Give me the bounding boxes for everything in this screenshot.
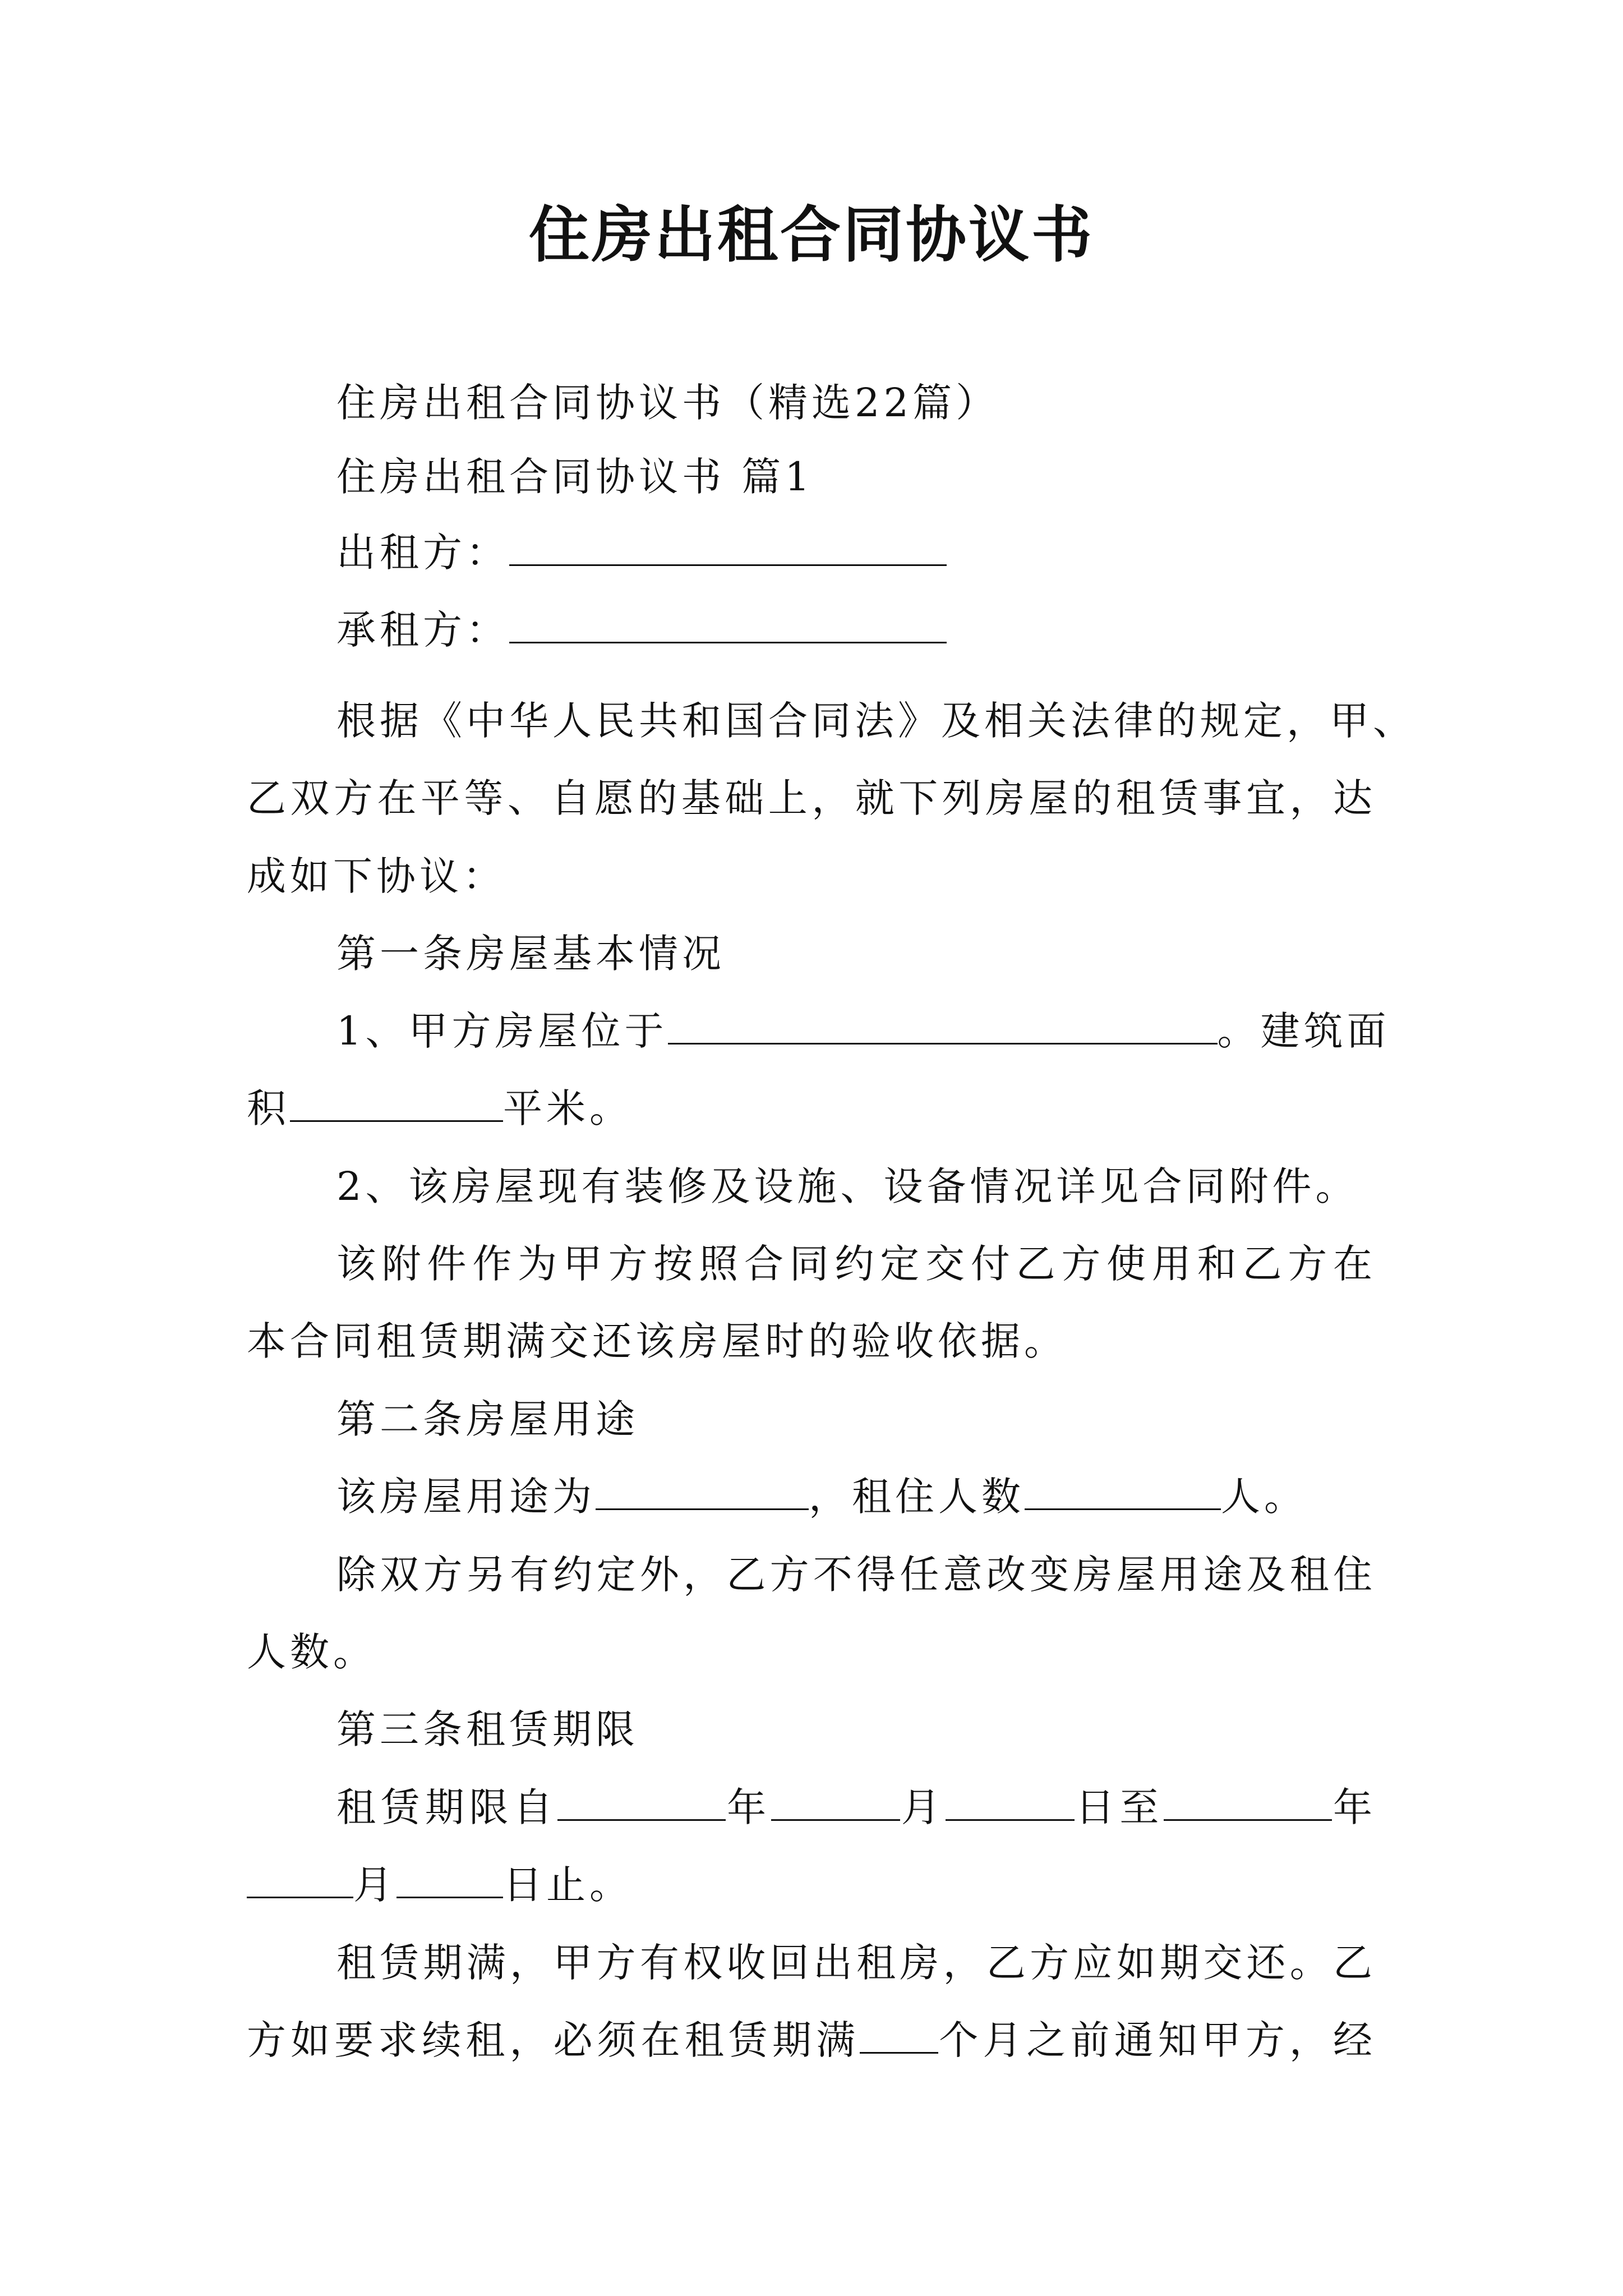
article3-term-cont xyxy=(247,1857,1376,1913)
start-month-label: 月 xyxy=(900,1784,946,1830)
expiry-line2-prefix: 方如要求续租，必须在租赁期满 xyxy=(247,2017,860,2063)
start-year-label: 年 xyxy=(726,1784,771,1830)
annex-line-2: 本合同租赁期满交还该房屋时的验收依据。 xyxy=(247,1318,1067,1364)
expiry-line2-suffix: 个月之前通知甲方，经 xyxy=(938,2017,1377,2063)
start-year-blank xyxy=(557,1786,726,1821)
article1-item2: 2、该房屋现有装修及设施、设备情况详见合同附件。 xyxy=(336,1163,1359,1209)
preamble-line-1: 根据《中华人民共和国合同法》及相关法律的规定，甲、 xyxy=(336,698,1416,744)
use-middle: ，租住人数 xyxy=(809,1474,1025,1520)
lessor-line xyxy=(247,524,1376,581)
restriction-line-1: 除双方另有约定外，乙方不得任意改变房屋用途及租住 xyxy=(336,1552,1376,1598)
term-prefix: 租赁期限自 xyxy=(336,1784,558,1830)
restriction-line-2: 人数。 xyxy=(247,1629,376,1675)
lessor-blank xyxy=(509,531,947,566)
article3-term xyxy=(247,1779,1376,1835)
lessor-label: 出租方： xyxy=(336,530,509,576)
item1-cont-prefix: 积 xyxy=(247,1085,290,1131)
use-suffix: 人。 xyxy=(1221,1474,1307,1520)
area-blank xyxy=(290,1087,503,1122)
day-to-label: 日至 xyxy=(1074,1784,1164,1830)
use-blank xyxy=(596,1475,809,1510)
end-month-label: 月 xyxy=(353,1862,396,1908)
preamble-line-3: 成如下协议： xyxy=(247,853,506,899)
collection-title: 住房出租合同协议书（精选22篇） xyxy=(336,380,999,426)
expiry-line-2 xyxy=(247,2012,1376,2068)
lessee-label: 承租方： xyxy=(336,607,509,653)
article2-use xyxy=(247,1469,1376,1525)
end-month-blank xyxy=(247,1863,353,1898)
expiry-line-1: 租赁期满，甲方有权收回出租房，乙方应如期交还。乙 xyxy=(336,1940,1376,1986)
article3-heading: 第三条租赁期限 xyxy=(336,1706,639,1752)
lessee-line xyxy=(247,602,1376,658)
end-year-label: 年 xyxy=(1332,1784,1377,1830)
notice-months-blank xyxy=(860,2018,938,2054)
end-year-blank xyxy=(1164,1786,1332,1821)
item1-prefix: 1、甲方房屋位于 xyxy=(336,1008,668,1054)
page-title: 住房出租合同协议书 xyxy=(528,200,1094,270)
use-prefix: 该房屋用途为 xyxy=(336,1474,596,1520)
occupants-blank xyxy=(1025,1475,1221,1510)
item1-suffix: 。建筑面 xyxy=(1217,1008,1390,1054)
article1-item1-cont xyxy=(247,1080,1376,1137)
section-heading: 住房出租合同协议书 篇1 xyxy=(336,454,814,500)
start-day-blank xyxy=(946,1786,1075,1821)
article1-heading: 第一条房屋基本情况 xyxy=(336,931,725,977)
annex-line-1: 该附件作为甲方按照合同约定交付乙方使用和乙方在 xyxy=(336,1241,1376,1287)
article1-item1 xyxy=(247,1003,1390,1059)
lessee-blank xyxy=(509,608,947,643)
day-end-label: 日止。 xyxy=(503,1862,633,1908)
preamble-line-2: 乙双方在平等、自愿的基础上，就下列房屋的租赁事宜，达 xyxy=(247,775,1376,821)
end-day-blank xyxy=(396,1863,503,1898)
start-month-blank xyxy=(771,1786,900,1821)
location-blank xyxy=(668,1009,1218,1045)
article2-heading: 第二条房屋用途 xyxy=(336,1396,639,1442)
item1-cont-suffix: 平米。 xyxy=(503,1085,633,1131)
